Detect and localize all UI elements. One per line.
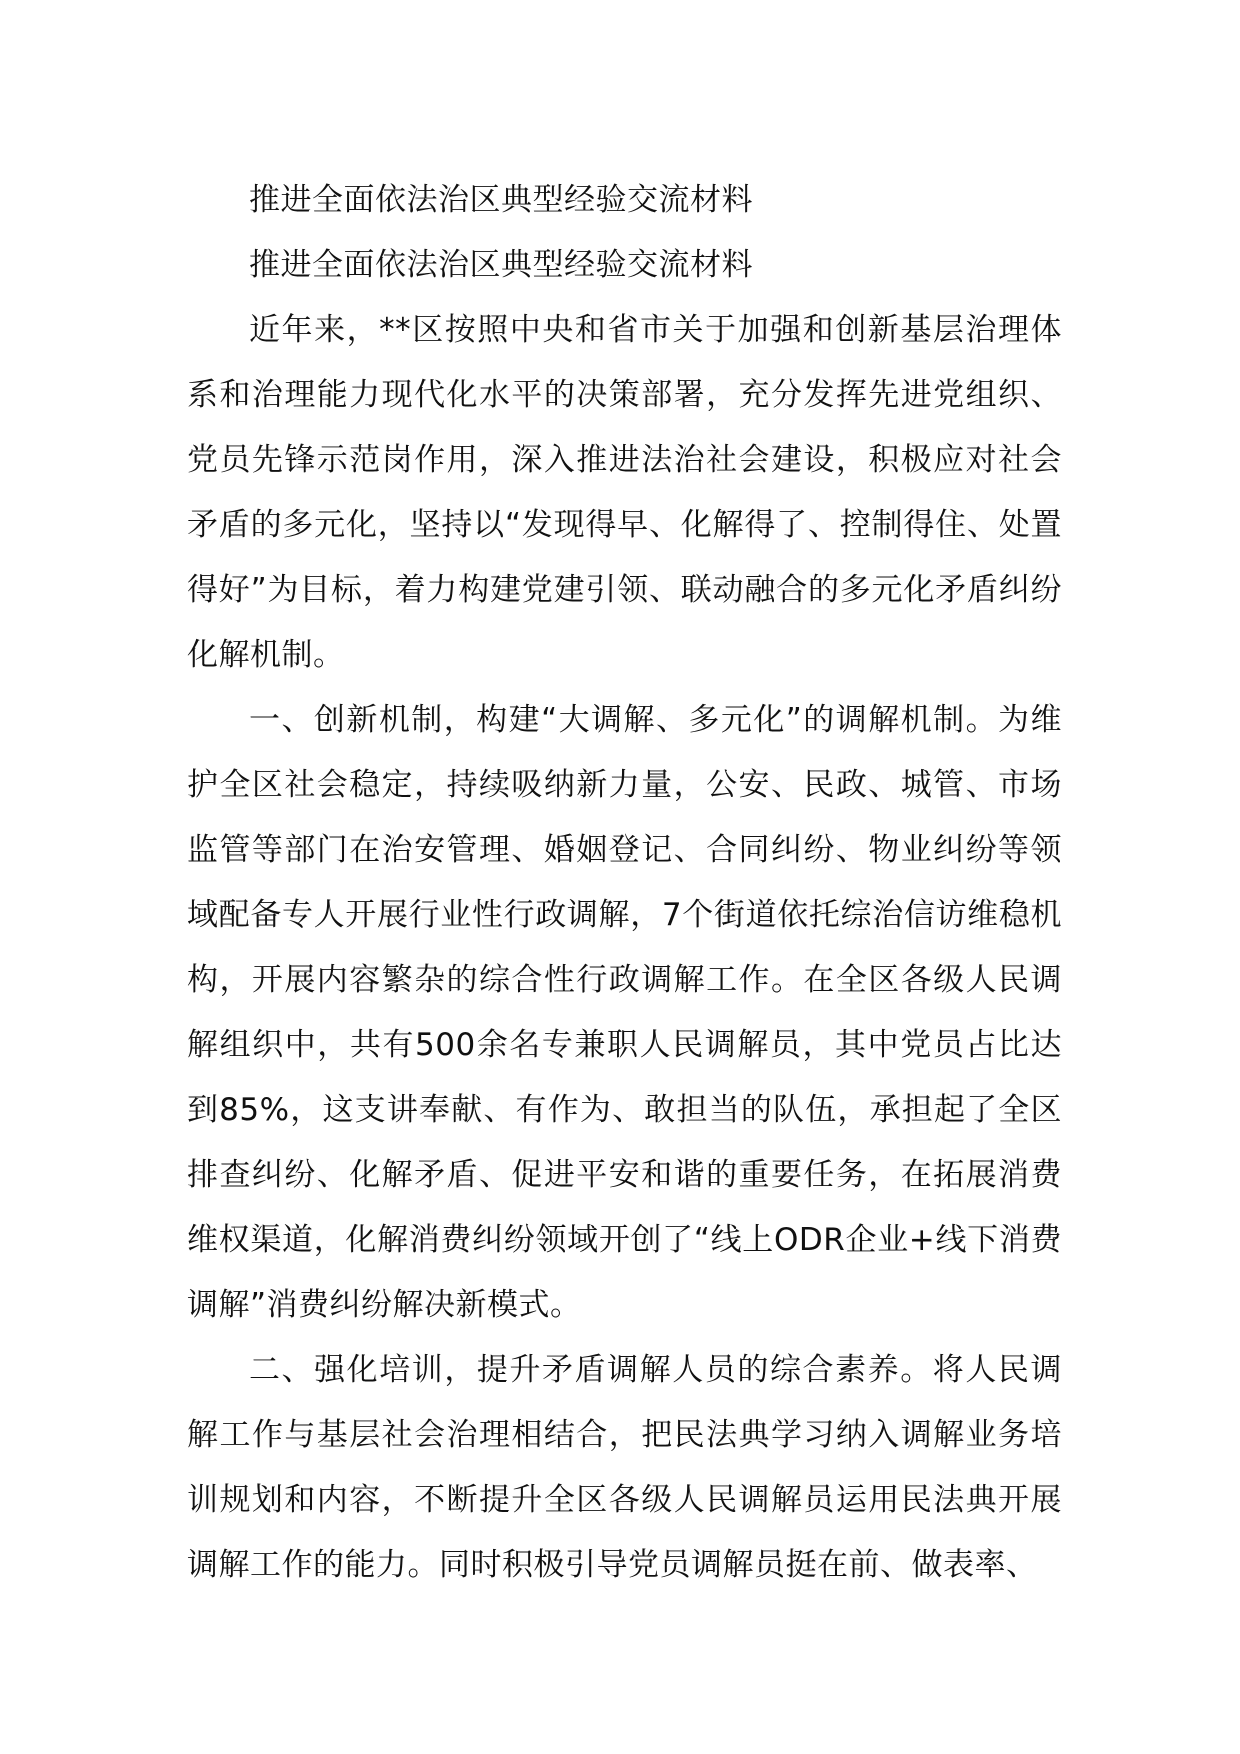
paragraph-section-one: 一、创新机制，构建“大调解、多元化”的调解机制。为维护全区社会稳定，持续吸纳新力量，公安、民政、城管、市场监管等部门在治安管理、婚姻登记、合同纠纷、物业纠纷等领域配备专人开展行业性行政调解，7个街道依托综治信访维稳机构，开展内容繁杂的综合性行政调解工作。在全区各级人民调解组织中，共有500余名专兼职人民调解员，其中党员占比达到85%，这支讲奉献、有作为、敢担当的队伍，承担起了全区排查纠纷、化解矛盾、促进平安和谐的重要任务，在拓展消费维权渠道，化解消费纠纷领域开创了“线上ODR企业+线下消费调解”消费纠纷解决新模式。 (187, 702, 1062, 1323)
paragraph-intro: 近年来，**区按照中央和省市关于加强和创新基层治理体系和治理能力现代化水平的决策部署，充分发挥先进党组织、党员先锋示范岗作用，深入推进法治社会建设，积极应对社会矛盾的多元化，坚持以“发现得早、化解得了、控制得住、处置得好”为目标，着力构建党建引领、联动融合的多元化矛盾纠纷化解机制。 (187, 312, 1062, 673)
paragraph-section-two: 二、强化培训，提升矛盾调解人员的综合素养。将人民调解工作与基层社会治理相结合，把民法典学习纳入调解业务培训规划和内容，不断提升全区各级人民调解员运用民法典开展调解工作的能力。同时积极引导党员调解员挺在前、做表率、 (187, 1352, 1062, 1583)
document-subtitle: 推进全面依法治区典型经验交流材料 (249, 247, 753, 283)
document-title: 推进全面依法治区典型经验交流材料 (249, 182, 753, 218)
document-body (187, 168, 1062, 1598)
